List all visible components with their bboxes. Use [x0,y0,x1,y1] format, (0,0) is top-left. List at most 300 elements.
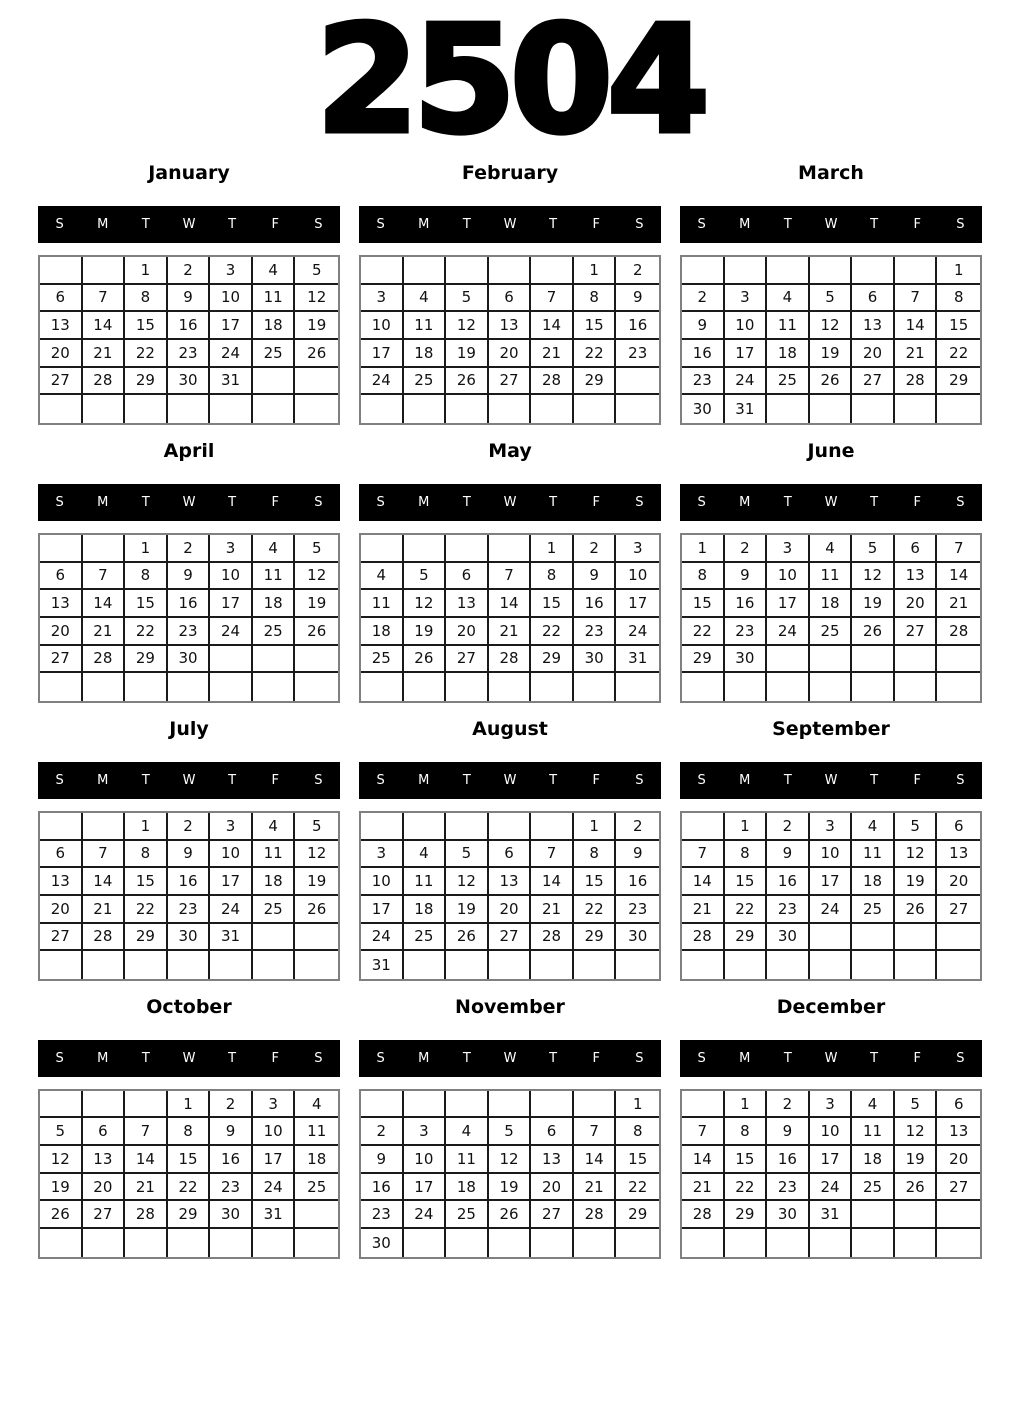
day-cell: 12 [295,285,338,313]
weekday-header-row [680,762,982,799]
day-cell: 9 [168,285,211,313]
day-cell: 21 [489,618,532,646]
day-cell: 25 [404,924,447,952]
day-cell: 16 [616,868,659,896]
day-cell: 21 [937,590,980,618]
day-cell: 22 [725,896,768,924]
weekday-header: M [739,1050,751,1066]
empty-day-cell [852,951,895,979]
empty-day-cell [295,1201,338,1229]
day-cell: 30 [682,395,725,423]
empty-day-cell [895,673,938,701]
day-cell: 6 [83,1118,126,1146]
weekday-header: S [635,217,644,232]
day-cell: 30 [361,1229,404,1257]
day-cell: 23 [168,618,211,646]
day-cell: 29 [531,646,574,674]
day-cell: 16 [168,868,211,896]
empty-day-cell [168,1229,211,1257]
empty-day-cell [852,257,895,285]
weekday-header: T [549,217,558,232]
day-cell: 9 [767,1118,810,1146]
empty-day-cell [489,1229,532,1257]
day-cell: 9 [361,1146,404,1174]
day-cell: 15 [574,312,617,340]
weekday-header-row [38,206,340,243]
day-cell: 31 [210,924,253,952]
day-cell: 6 [40,563,83,591]
day-cell: 13 [40,312,83,340]
empty-day-cell [40,813,83,841]
day-cell: 17 [810,1146,853,1174]
day-cell: 20 [937,868,980,896]
day-cell: 12 [295,841,338,869]
day-cell: 8 [616,1118,659,1146]
day-cell: 13 [531,1146,574,1174]
day-cell: 1 [125,257,168,285]
day-cell: 9 [725,563,768,591]
month-grid [359,811,661,981]
day-cell: 11 [361,590,404,618]
day-cell: 29 [725,924,768,952]
weekday-header: T [870,1050,879,1066]
empty-day-cell [767,395,810,423]
weekday-header: F [592,217,601,232]
empty-day-cell [531,813,574,841]
weekday-header: F [913,217,922,232]
day-cell: 15 [725,868,768,896]
weekday-header: S [376,494,385,510]
day-cell: 6 [937,813,980,841]
day-cell: 24 [361,368,404,396]
day-cell: 22 [574,340,617,368]
empty-day-cell [40,1229,83,1257]
day-cell: 12 [404,590,447,618]
day-cell: 23 [168,340,211,368]
month-calendar-march [680,158,982,425]
day-cell: 23 [616,340,659,368]
empty-day-cell [937,1201,980,1229]
day-cell: 15 [125,312,168,340]
day-cell: 26 [810,368,853,396]
weekday-header-row [680,484,982,521]
day-cell: 15 [682,590,725,618]
year-title: 2504 [316,0,704,166]
empty-day-cell [83,535,126,563]
day-cell: 9 [616,841,659,869]
empty-day-cell [83,257,126,285]
weekday-header: F [271,1050,280,1066]
day-cell: 18 [852,1146,895,1174]
day-cell: 3 [361,285,404,313]
day-cell: 27 [937,896,980,924]
day-cell: 3 [253,1091,296,1119]
day-cell: 3 [404,1118,447,1146]
month-title: April [163,439,215,462]
empty-day-cell [810,1229,853,1257]
day-cell: 13 [937,841,980,869]
empty-day-cell [489,813,532,841]
day-cell: 10 [810,841,853,869]
month-calendar-september [680,714,982,981]
day-cell: 13 [489,312,532,340]
day-cell: 12 [810,312,853,340]
day-cell: 24 [725,368,768,396]
day-cell: 27 [852,368,895,396]
weekday-header: W [824,217,838,232]
day-cell: 23 [168,896,211,924]
day-cell: 5 [295,257,338,285]
day-cell: 11 [295,1118,338,1146]
day-cell: 9 [168,563,211,591]
day-cell: 27 [489,368,532,396]
day-cell: 18 [361,618,404,646]
day-cell: 16 [767,1146,810,1174]
day-cell: 4 [852,1091,895,1119]
day-cell: 18 [767,340,810,368]
day-cell: 17 [404,1174,447,1202]
day-cell: 26 [404,646,447,674]
weekday-header: T [870,494,879,510]
weekday-header: F [271,772,280,788]
day-cell: 16 [168,590,211,618]
day-cell: 8 [531,563,574,591]
day-cell: 18 [810,590,853,618]
day-cell: 29 [574,368,617,396]
empty-day-cell [895,1229,938,1257]
day-cell: 6 [937,1091,980,1119]
weekday-header: S [956,772,965,788]
empty-day-cell [210,646,253,674]
day-cell: 20 [40,340,83,368]
day-cell: 2 [168,535,211,563]
empty-day-cell [253,951,296,979]
weekday-header: W [503,772,517,788]
day-cell: 15 [616,1146,659,1174]
day-cell: 28 [531,368,574,396]
empty-day-cell [168,951,211,979]
weekday-header: M [418,772,430,788]
weekday-header: T [462,217,471,232]
empty-day-cell [446,395,489,423]
day-cell: 19 [852,590,895,618]
day-cell: 30 [574,646,617,674]
empty-day-cell [83,1091,126,1119]
day-cell: 14 [83,312,126,340]
empty-day-cell [574,1229,617,1257]
empty-day-cell [810,257,853,285]
day-cell: 30 [210,1201,253,1229]
weekday-header: S [697,772,706,788]
empty-day-cell [125,395,168,423]
day-cell: 17 [210,590,253,618]
empty-day-cell [682,257,725,285]
day-cell: 16 [168,312,211,340]
day-cell: 8 [168,1118,211,1146]
day-cell: 26 [489,1201,532,1229]
empty-day-cell [404,673,447,701]
day-cell: 25 [446,1201,489,1229]
day-cell: 17 [767,590,810,618]
empty-day-cell [40,395,83,423]
day-cell: 13 [446,590,489,618]
empty-day-cell [295,924,338,952]
day-cell: 1 [682,535,725,563]
month-grid [680,255,982,425]
day-cell: 6 [40,841,83,869]
day-cell: 28 [574,1201,617,1229]
weekday-header: S [55,772,64,788]
empty-day-cell [404,395,447,423]
day-cell: 17 [253,1146,296,1174]
day-cell: 25 [810,618,853,646]
month-title: March [798,162,864,184]
month-title: September [772,717,890,740]
empty-day-cell [253,368,296,396]
empty-day-cell [895,1201,938,1229]
day-cell: 24 [810,1174,853,1202]
weekday-header: F [592,772,601,788]
empty-day-cell [682,1229,725,1257]
day-cell: 28 [489,646,532,674]
empty-day-cell [937,673,980,701]
day-cell: 11 [404,312,447,340]
weekday-header: S [55,494,64,510]
day-cell: 24 [253,1174,296,1202]
weekday-header: T [228,217,237,232]
day-cell: 28 [682,924,725,952]
day-cell: 6 [489,285,532,313]
day-cell: 23 [725,618,768,646]
empty-day-cell [489,673,532,701]
month-calendar-december [680,992,982,1259]
month-grid [38,255,340,425]
month-title: December [776,995,886,1018]
empty-day-cell [125,1091,168,1119]
weekday-header: W [182,494,196,510]
day-cell: 3 [767,535,810,563]
day-cell: 20 [489,340,532,368]
empty-day-cell [895,395,938,423]
day-cell: 1 [531,535,574,563]
weekday-header-row [38,1040,340,1077]
empty-day-cell [767,1229,810,1257]
month-calendar-june [680,436,982,703]
weekday-header: T [462,494,471,510]
day-cell: 11 [810,563,853,591]
day-cell: 13 [40,590,83,618]
day-cell: 30 [725,646,768,674]
day-cell: 10 [616,563,659,591]
empty-day-cell [446,1091,489,1119]
empty-day-cell [616,1229,659,1257]
weekday-header: T [549,1050,558,1066]
empty-day-cell [40,535,83,563]
weekday-header: T [141,1050,150,1066]
day-cell: 2 [616,257,659,285]
day-cell: 3 [810,1091,853,1119]
empty-day-cell [361,395,404,423]
day-cell: 9 [682,312,725,340]
empty-day-cell [531,951,574,979]
empty-day-cell [895,924,938,952]
day-cell: 20 [83,1174,126,1202]
empty-day-cell [616,368,659,396]
day-cell: 8 [682,563,725,591]
empty-day-cell [489,535,532,563]
empty-day-cell [810,924,853,952]
empty-day-cell [361,813,404,841]
weekday-header: T [783,217,792,232]
day-cell: 1 [616,1091,659,1119]
day-cell: 12 [895,841,938,869]
day-cell: 20 [531,1174,574,1202]
day-cell: 16 [682,340,725,368]
weekday-header: S [635,1050,644,1066]
day-cell: 24 [210,896,253,924]
weekday-header: W [824,494,838,510]
day-cell: 3 [616,535,659,563]
day-cell: 29 [574,924,617,952]
day-cell: 14 [895,312,938,340]
day-cell: 29 [937,368,980,396]
day-cell: 15 [937,312,980,340]
day-cell: 5 [810,285,853,313]
empty-day-cell [767,951,810,979]
month-title: August [472,717,548,740]
weekday-header-row [38,762,340,799]
day-cell: 15 [168,1146,211,1174]
day-cell: 6 [531,1118,574,1146]
day-cell: 19 [295,590,338,618]
empty-day-cell [446,813,489,841]
day-cell: 17 [725,340,768,368]
weekday-header: W [182,217,196,232]
empty-day-cell [682,813,725,841]
day-cell: 12 [40,1146,83,1174]
day-cell: 17 [210,868,253,896]
day-cell: 8 [574,285,617,313]
day-cell: 5 [489,1118,532,1146]
weekday-header: S [956,217,965,232]
day-cell: 4 [253,813,296,841]
empty-day-cell [810,646,853,674]
weekday-header: T [141,217,150,232]
day-cell: 9 [210,1118,253,1146]
empty-day-cell [295,646,338,674]
day-cell: 13 [895,563,938,591]
empty-day-cell [253,1229,296,1257]
day-cell: 12 [489,1146,532,1174]
empty-day-cell [210,951,253,979]
weekday-header: M [739,772,751,788]
empty-day-cell [446,257,489,285]
day-cell: 9 [574,563,617,591]
weekday-header: S [55,1050,64,1066]
day-cell: 10 [361,312,404,340]
empty-day-cell [125,1229,168,1257]
day-cell: 10 [210,841,253,869]
empty-day-cell [295,395,338,423]
day-cell: 22 [574,896,617,924]
day-cell: 19 [810,340,853,368]
empty-day-cell [489,1091,532,1119]
day-cell: 14 [125,1146,168,1174]
day-cell: 26 [852,618,895,646]
day-cell: 7 [531,841,574,869]
day-cell: 15 [125,590,168,618]
weekday-header: T [228,772,237,788]
empty-day-cell [531,673,574,701]
day-cell: 22 [531,618,574,646]
month-grid [38,533,340,703]
day-cell: 6 [895,535,938,563]
month-grid [38,811,340,981]
weekday-header: F [913,1050,922,1066]
weekday-header: S [956,1050,965,1066]
weekday-header: S [635,772,644,788]
empty-day-cell [253,646,296,674]
empty-day-cell [767,673,810,701]
day-cell: 29 [168,1201,211,1229]
weekday-header: M [739,494,751,510]
day-cell: 29 [125,368,168,396]
day-cell: 29 [725,1201,768,1229]
day-cell: 27 [446,646,489,674]
day-cell: 29 [682,646,725,674]
empty-day-cell [40,1091,83,1119]
day-cell: 8 [725,1118,768,1146]
month-calendar-may [359,436,661,703]
day-cell: 11 [253,285,296,313]
weekday-header: W [503,494,517,510]
day-cell: 22 [168,1174,211,1202]
day-cell: 23 [616,896,659,924]
empty-day-cell [767,646,810,674]
day-cell: 11 [767,312,810,340]
weekday-header: F [913,772,922,788]
day-cell: 18 [404,340,447,368]
empty-day-cell [725,951,768,979]
empty-day-cell [404,535,447,563]
day-cell: 16 [361,1174,404,1202]
empty-day-cell [810,673,853,701]
day-cell: 22 [125,340,168,368]
day-cell: 28 [83,924,126,952]
day-cell: 31 [725,395,768,423]
day-cell: 21 [83,340,126,368]
empty-day-cell [404,951,447,979]
day-cell: 26 [446,368,489,396]
month-grid [38,1089,340,1259]
weekday-header: T [228,1050,237,1066]
empty-day-cell [361,535,404,563]
day-cell: 26 [295,618,338,646]
day-cell: 16 [767,868,810,896]
weekday-header: S [697,494,706,510]
day-cell: 20 [40,896,83,924]
month-calendar-october [38,992,340,1259]
day-cell: 19 [40,1174,83,1202]
day-cell: 30 [168,924,211,952]
empty-day-cell [404,1229,447,1257]
day-cell: 2 [682,285,725,313]
day-cell: 21 [125,1174,168,1202]
empty-day-cell [446,535,489,563]
day-cell: 9 [767,841,810,869]
day-cell: 14 [531,312,574,340]
day-cell: 26 [40,1201,83,1229]
